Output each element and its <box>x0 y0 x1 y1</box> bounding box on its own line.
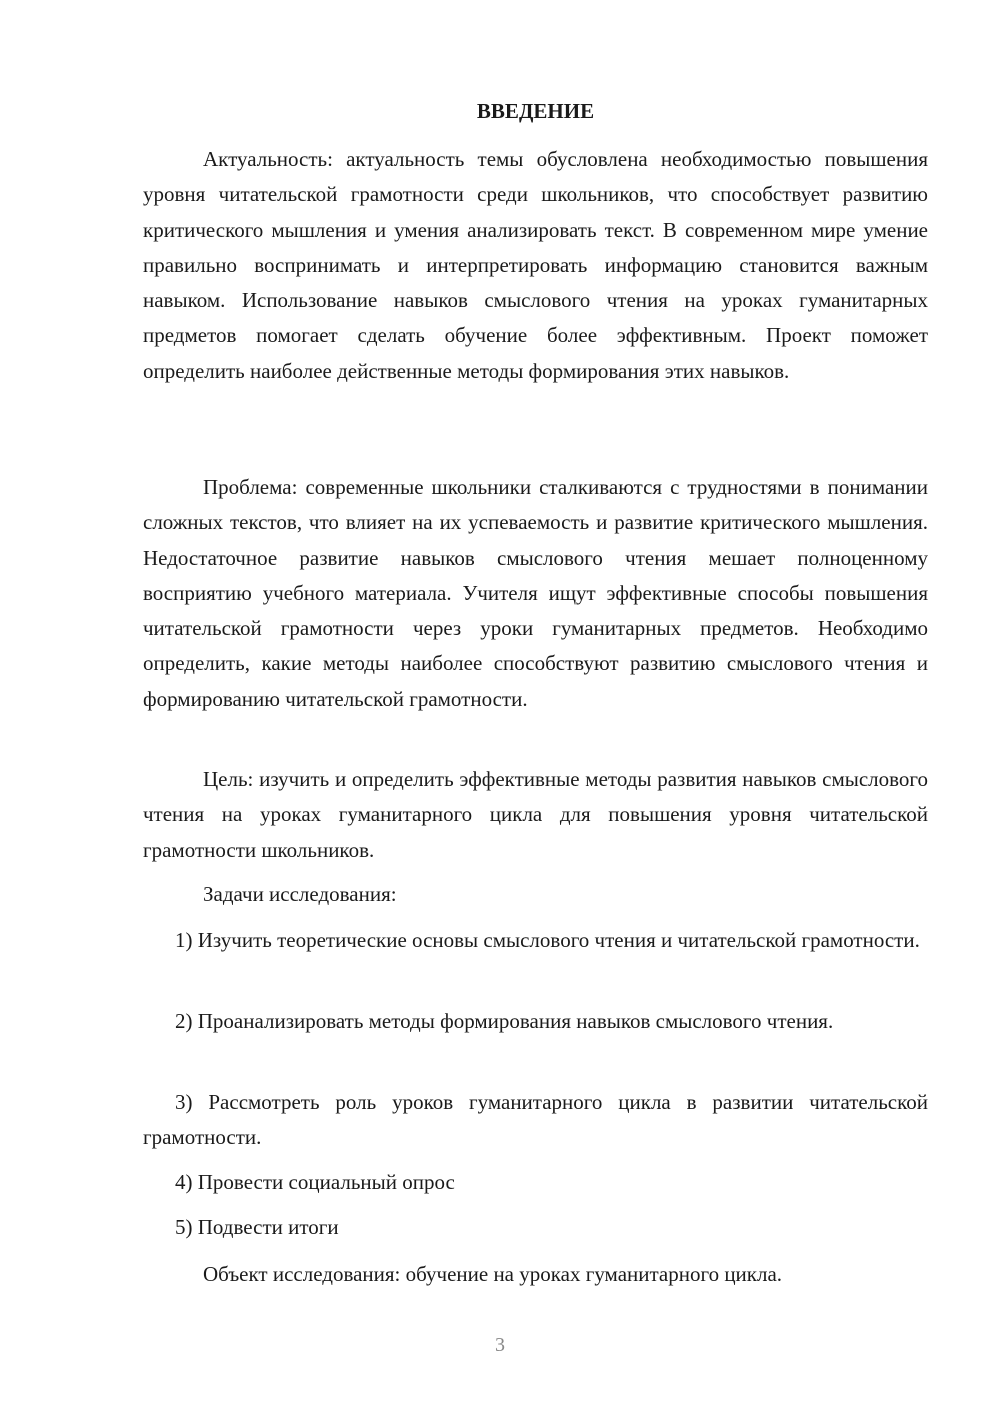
page-title: ВВЕДЕНИЕ <box>476 99 595 123</box>
paragraph-object: Объект исследования: обучение на уроках гуманитарного цикла. <box>203 1262 783 1286</box>
page-number: 3 <box>495 1334 505 1356</box>
tasks-heading: Задачи исследования: <box>203 882 397 906</box>
paragraph-problem: Проблема: современные школьники сталкиваются с трудностями в понимании сложных текстов, что влияет на их успеваемость и развитие критического мышления. Недостаточное развитие навыков смыслового чтения мешает полноценному восприятию учебного материала. Учителя ищут эффективные способы повышения читательской грамотности через уроки гуманитарных предметов. Необходимо определить, какие методы наиболее способствуют развитию смыслового чтения и формированию читательской грамотности. <box>143 475 928 711</box>
task-item-5: 5) Подвести итоги <box>175 1215 339 1239</box>
task-item-4: 4) Провести социальный опрос <box>175 1170 455 1194</box>
task-item-2: 2) Проанализировать методы формирования навыков смыслового чтения. <box>175 1009 834 1033</box>
paragraph-goal: Цель: изучить и определить эффективные методы развития навыков смыслового чтения на уроках гуманитарного цикла для повышения уровня читательской грамотности школьников. <box>143 767 928 862</box>
task-item-3: 3) Рассмотреть роль уроков гуманитарного цикла в развитии читательской грамотности. <box>143 1090 928 1150</box>
paragraph-relevance: Актуальность: актуальность темы обусловлена необходимостью повышения уровня читательской грамотности среди школьников, что способствует развитию критического мышления и умения анализировать текст. В современном мире умение правильно воспринимать и интерпретировать информацию становится важным навыком. Использование навыков смыслового чтения на уроках гуманитарных предметов помогает сделать обучение более эффективным. Проект поможет определить наиболее действенные методы формирования этих навыков. <box>143 147 928 383</box>
task-item-1: 1) Изучить теоретические основы смыслового чтения и читательской грамотности. <box>175 928 920 952</box>
